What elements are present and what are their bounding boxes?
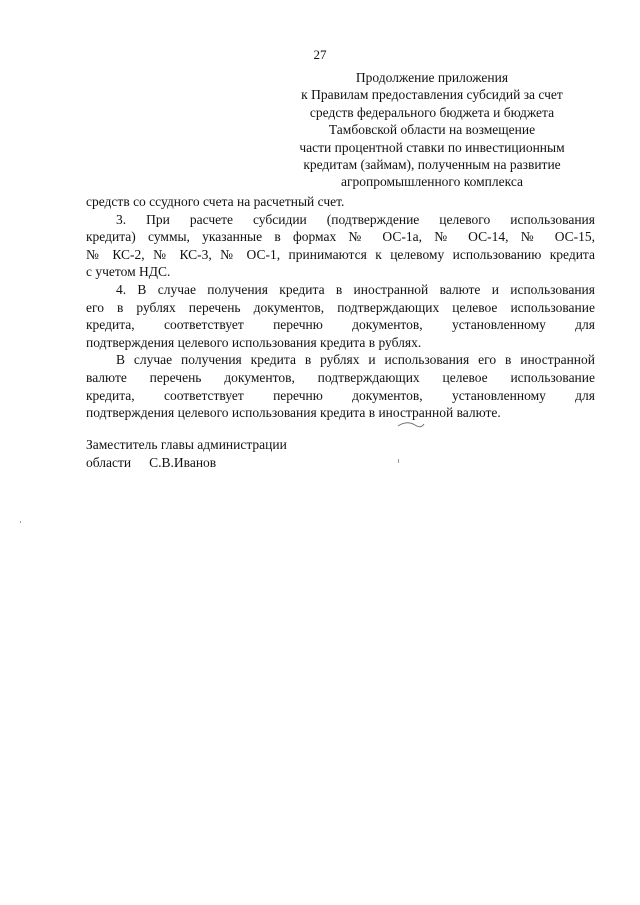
- continuation-paragraph: [86, 193, 595, 211]
- text-line: валюте перечень документов, подтверждающих целевое использование: [86, 369, 595, 385]
- text-line: № КС-2, № КС-3, № ОС-1, принимаются к целевому использованию кредита: [86, 246, 595, 262]
- text-line: подтверждения целевого использования кредита в рублях.: [86, 334, 422, 350]
- header-line: агропромышленного комплекса: [341, 174, 523, 190]
- text-line: 3. При расчете субсидии (подтверждение целевого использования: [116, 211, 595, 227]
- paragraph-item-3: [86, 211, 595, 281]
- text-line: его в рублях перечень документов, подтверждающих целевое использование: [86, 299, 595, 315]
- text-line: кредита, соответствует перечню документов, установленному для: [86, 387, 595, 403]
- scan-speck: [20, 521, 21, 523]
- signature-position: Заместитель главы администрации: [86, 437, 287, 452]
- signature-block: [86, 436, 287, 471]
- document-body: [86, 193, 595, 422]
- text-line: 4. В случае получения кредита в иностранной валюте и использования: [116, 281, 595, 297]
- header-line: к Правилам предоставления субсидий за счет: [301, 87, 563, 103]
- paragraph-item-4-continued: [86, 351, 595, 421]
- header-line: Тамбовской области на возмещение: [328, 122, 536, 138]
- text-line: В случае получения кредита в рублях и использования его в иностранной: [116, 352, 595, 368]
- text-line: с учетом НДС.: [86, 264, 171, 280]
- text-line: средств со ссудного счета на расчетный счет.: [86, 194, 345, 209]
- header-line: кредитам (займам), полученным на развитие: [303, 157, 561, 173]
- text-line: подтверждения целевого использования кредита в иностранной валюте.: [86, 405, 501, 421]
- text-line: кредита) суммы, указанные в формах № ОС-1а, № ОС-14, № ОС-15,: [86, 229, 595, 245]
- header-line: части процентной ставки по инвестиционным: [299, 139, 565, 155]
- signature-region: области: [86, 454, 132, 470]
- appendix-header: [262, 69, 602, 191]
- page-number: 27: [313, 47, 327, 62]
- text-line: кредита, соответствует перечню документов, установленному для: [86, 317, 595, 333]
- scan-speck: [398, 459, 399, 463]
- signatory-name: С.В.Иванов: [149, 454, 217, 470]
- paragraph-item-4: [86, 281, 595, 351]
- pen-mark: [397, 421, 425, 429]
- header-line: средств федерального бюджета и бюджета: [309, 104, 555, 120]
- header-line: Продолжение приложения: [355, 70, 509, 85]
- signature-name-row: [86, 454, 287, 472]
